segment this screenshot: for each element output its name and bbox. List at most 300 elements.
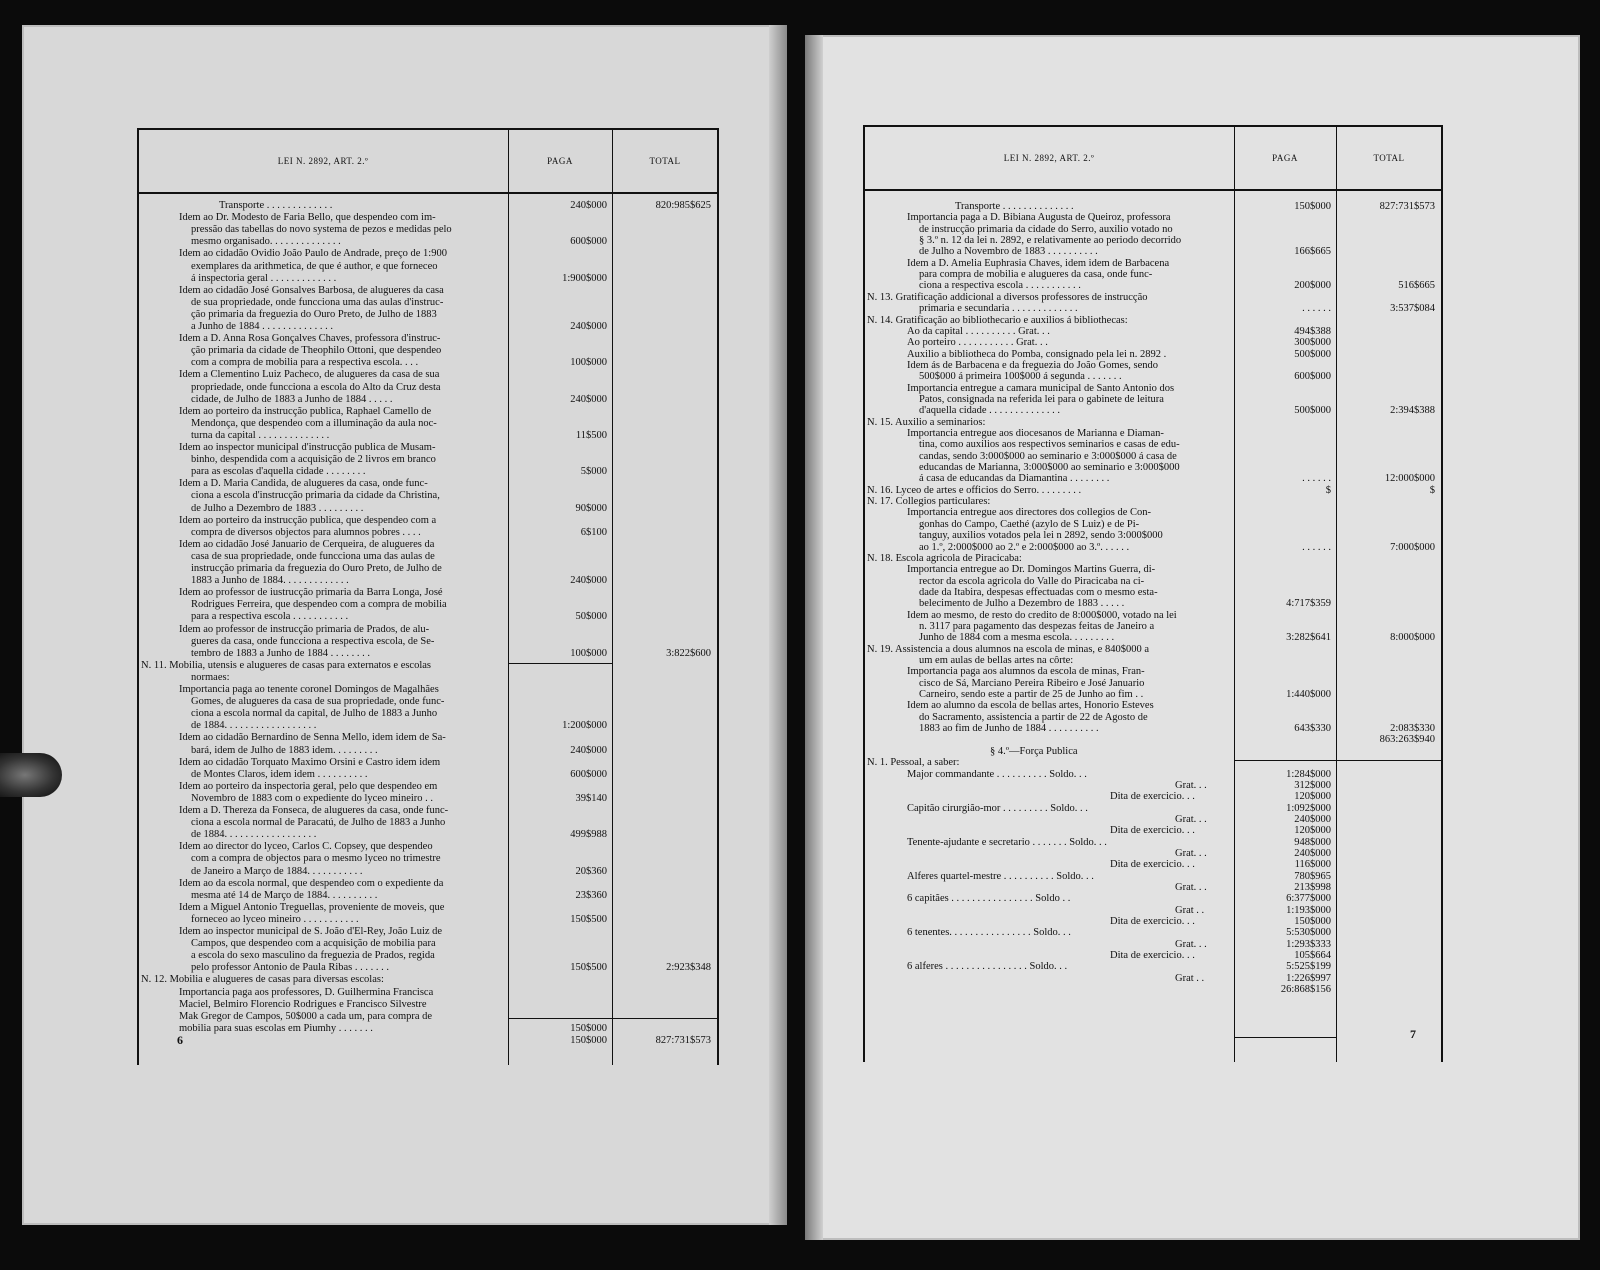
row-total-value: 2:083$330	[1390, 723, 1435, 735]
row-paga-value: 11$500	[575, 429, 607, 441]
ledger-row	[139, 950, 717, 962]
ledger-row	[865, 405, 1441, 416]
row-description: pressão das tabellas do novo systema de pezos e medidas pelo	[191, 224, 452, 236]
row-description: Dita de exercicio. . .	[1110, 791, 1195, 803]
row-description: N. 12. Mobilia e alugueres de casas para diversas escolas:	[141, 974, 384, 986]
row-description: Grat . .	[1175, 972, 1205, 984]
ledger-row	[139, 285, 717, 297]
row-description: Auxilio a bibliotheca do Pomba, consignado pela lei n. 2892 .	[907, 348, 1167, 360]
ledger-row	[865, 587, 1441, 598]
row-description: Maciel, Belmiro Florencio Rodrigues e Francisco Silvestre	[179, 998, 427, 1010]
ledger-row	[865, 871, 1441, 882]
row-description: do Sacramento, assistencia a partir de 22 de Agosto de	[919, 711, 1148, 723]
row-description: Dita de exercicio. . .	[1110, 825, 1195, 837]
row-paga-value: 1:193$000	[1286, 904, 1331, 916]
ledger-row	[139, 261, 717, 273]
row-description: tanguy, auxilios votados pela lei n 2892, sendo 3:000$000	[919, 530, 1163, 542]
row-description: Grat. . .	[1175, 779, 1207, 791]
row-description: pelo professor Antonio de Paula Ribas . . . . . . .	[191, 962, 390, 974]
ledger-row	[139, 636, 717, 648]
ledger-row	[865, 666, 1441, 677]
left-page	[22, 25, 787, 1225]
row-description: com a compra de mobilia para a respectiva escola. . . .	[191, 357, 419, 369]
row-description: Transporte . . . . . . . . . . . . . .	[955, 201, 1074, 212]
ledger-row	[865, 712, 1441, 723]
left-gutter	[769, 25, 787, 1225]
row-paga-value: . . . . . .	[1302, 303, 1331, 315]
row-description: N. 17. Collegios particulares:	[867, 496, 991, 508]
ledger-row	[865, 632, 1441, 643]
row-description: Grat. . .	[1175, 882, 1207, 893]
row-paga-value: 1:200$000	[562, 720, 607, 732]
ledger-row	[865, 428, 1441, 439]
row-description: Major commandante . . . . . . . . . . Soldo. . .	[907, 768, 1087, 780]
ledger-row	[139, 1035, 717, 1047]
row-description: para as escolas d'aquella cidade . . . . . . . .	[191, 466, 366, 478]
left-header-title: LEI N. 2892, ART. 2.º	[277, 156, 369, 166]
ledger-row	[139, 1023, 717, 1035]
row-description: um em aulas de bellas artes na côrte:	[919, 655, 1074, 666]
right-ledger-table	[863, 125, 1443, 1062]
row-description: Idem ao da escola normal, que despendeo com o expediente da	[179, 877, 444, 889]
row-total-value: 827:731$573	[1379, 201, 1435, 212]
ledger-row	[865, 485, 1441, 496]
row-description: Transporte . . . . . . . . . . . . .	[219, 200, 333, 211]
ledger-row	[865, 598, 1441, 609]
ledger-row	[865, 825, 1441, 836]
ledger-row	[139, 321, 717, 333]
row-paga-value: 1:293$333	[1286, 938, 1331, 950]
left-header-paga: PAGA	[547, 156, 573, 166]
row-total-value: 7:000$000	[1390, 541, 1435, 553]
ledger-row	[139, 805, 717, 817]
ledger-row	[139, 309, 717, 321]
ledger-row	[865, 371, 1441, 382]
row-paga-value: 1:226$997	[1286, 972, 1331, 984]
ledger-row	[865, 950, 1441, 961]
ledger-row	[865, 655, 1441, 666]
row-paga-value: . . . . . .	[1302, 473, 1331, 485]
ledger-row	[865, 746, 1441, 757]
row-description: Importancia entregue a camara municipal de Santo Antonio dos	[907, 382, 1175, 394]
row-paga-value: 499$988	[570, 829, 607, 841]
ledger-row	[865, 530, 1441, 541]
row-description: Importancia paga a D. Bibiana Augusta de Queiroz, professora	[907, 212, 1171, 224]
ledger-row	[139, 442, 717, 454]
row-description: dade da Itabira, despesas effectuadas com o mesmo esta-	[919, 586, 1158, 598]
row-description: ção primaria da freguezia do Ouro Preto, de Julho de 1883	[191, 308, 437, 320]
ledger-row	[139, 200, 717, 212]
row-description: Idem ao mesmo, de resto do credito de 8:000$000, votado na lei	[907, 609, 1177, 621]
row-description: 6 alferes . . . . . . . . . . . . . . . . Soldo. . .	[907, 961, 1068, 973]
row-paga-value: 90$000	[575, 502, 607, 514]
row-paga-value: 1:284$000	[1286, 768, 1331, 780]
ledger-row	[139, 369, 717, 381]
right-gutter	[805, 35, 823, 1240]
ledger-row	[139, 829, 717, 841]
row-description: á casa de educandas da Diamantina . . . . . . . .	[919, 473, 1110, 485]
row-description: para a respectiva escola . . . . . . . . . . .	[191, 611, 349, 623]
ledger-row	[139, 248, 717, 260]
ledger-row	[865, 553, 1441, 564]
ledger-row	[139, 999, 717, 1011]
right-table-header	[865, 127, 1441, 191]
ledger-row	[865, 439, 1441, 450]
ledger-row	[139, 236, 717, 248]
row-paga-value: 500$000	[1294, 405, 1331, 417]
row-description: Grat. . .	[1175, 938, 1207, 950]
row-description: primaria e secundaria . . . . . . . . . . . . .	[919, 303, 1078, 315]
row-description: ciona a escola normal de Paracatú, de Julho de 1883 a Junho	[191, 817, 446, 829]
ledger-row	[139, 1011, 717, 1023]
ledger-row	[139, 696, 717, 708]
row-description: Idem ao porteiro da inspectoria geral, pelo que despendeo em	[179, 780, 438, 792]
row-paga-value: 6$100	[580, 526, 607, 538]
ledger-row	[139, 890, 717, 902]
row-description: Idem ao director do lyceo, Carlos C. Copsey, que despendeo	[179, 841, 433, 853]
row-description: N. 14. Gratificação ao bibliothecario e auxilios á bibliothecas:	[867, 314, 1128, 326]
ledger-row	[139, 745, 717, 757]
ledger-row	[139, 962, 717, 974]
ledger-row	[865, 803, 1441, 814]
row-description: ção primaria da cidade de Theophilo Ottoni, que despendeo	[191, 345, 442, 357]
row-paga-value: 240$000	[570, 200, 607, 211]
row-paga-value: 166$665	[1294, 246, 1331, 258]
row-paga-value: 948$000	[1294, 836, 1331, 848]
right-header-title: LEI N. 2892, ART. 2.º	[1003, 153, 1095, 163]
ledger-row	[865, 973, 1441, 984]
row-paga-value: 150$500	[570, 913, 607, 925]
row-description: N. 15. Auxilio a seminarios:	[867, 416, 986, 428]
ledger-row	[865, 326, 1441, 337]
row-description: Idem a Miguel Antonio Treguellas, proveniente de moveis, que	[179, 901, 445, 913]
row-paga-value: 300$000	[1294, 337, 1331, 349]
ledger-row	[865, 224, 1441, 235]
ledger-row	[139, 769, 717, 781]
row-paga-value: 1:900$000	[562, 272, 607, 284]
ledger-row	[139, 974, 717, 986]
row-description: Ao porteiro . . . . . . . . . . . Grat. . .	[907, 337, 1048, 349]
row-description: de Julho a Dezembro de 1883 . . . . . . . . .	[191, 502, 364, 514]
ledger-row	[865, 780, 1441, 791]
right-page	[805, 35, 1580, 1240]
ledger-row	[865, 235, 1441, 246]
row-description: de Julho a Novembro de 1883 . . . . . . . . . .	[919, 246, 1098, 258]
ledger-row	[139, 732, 717, 744]
row-description: Grat . .	[1175, 904, 1205, 916]
ledger-row	[865, 984, 1441, 995]
row-paga-value: 600$000	[1294, 371, 1331, 383]
ledger-row	[139, 575, 717, 587]
row-description: rector da escola agricola do Valle do Piracicaba na ci-	[919, 575, 1145, 587]
row-description: forneceo ao lyceo mineiro . . . . . . . . . . .	[191, 913, 359, 925]
ledger-row	[865, 734, 1441, 745]
row-paga-value: 780$965	[1294, 870, 1331, 882]
ledger-row	[865, 201, 1441, 212]
right-page-number: 7	[1410, 1027, 1416, 1041]
row-description: Importancia paga aos alumnos da escola de minas, Fran-	[907, 666, 1145, 678]
row-total-value: 863:263$940	[1379, 734, 1435, 746]
row-description: cisco de Sá, Marciano Pereira Ribeiro e José Januario	[919, 677, 1145, 689]
ledger-row	[139, 684, 717, 696]
row-description: Grat. . .	[1175, 813, 1207, 825]
ledger-row	[139, 539, 717, 551]
row-paga-value: 213$998	[1294, 882, 1331, 893]
row-description: mobilia para suas escolas em Piumhy . . . . . . .	[179, 1022, 373, 1034]
row-paga-value: 6:377$000	[1286, 893, 1331, 905]
row-description: tembro de 1883 a Junho de 1884 . . . . . . . .	[191, 647, 371, 659]
row-description: de Janeiro a Março de 1884. . . . . . . . . . .	[191, 865, 363, 877]
ledger-row	[139, 878, 717, 890]
row-description: 6 tenentes. . . . . . . . . . . . . . . . Soldo. . .	[907, 927, 1071, 939]
ledger-row	[139, 587, 717, 599]
ledger-row	[865, 394, 1441, 405]
left-ledger-table	[137, 128, 719, 1065]
ledger-row	[139, 503, 717, 515]
ledger-row	[139, 866, 717, 878]
row-paga-value: 600$000	[570, 236, 607, 248]
ledger-row	[139, 478, 717, 490]
ledger-row	[865, 621, 1441, 632]
row-paga-value: 5:525$199	[1286, 961, 1331, 973]
row-description: para compra de mobilia e alugueres da casa, onde func-	[919, 269, 1153, 281]
row-description: N. 18. Escola agricola de Piracicaba:	[867, 552, 1022, 564]
left-table-header	[139, 130, 717, 194]
ledger-row	[865, 837, 1441, 848]
row-paga-value: 20$360	[575, 865, 607, 877]
row-description: Alferes quartel-mestre . . . . . . . . . . Soldo. . .	[907, 870, 1094, 882]
right-header-paga: PAGA	[1272, 153, 1298, 163]
ledger-row	[139, 708, 717, 720]
ledger-row	[865, 507, 1441, 518]
row-paga-value: 5:530$000	[1286, 927, 1331, 939]
ledger-row	[139, 902, 717, 914]
row-description: mesmo organisado. . . . . . . . . . . . . .	[191, 236, 341, 248]
row-description: compra de diversos objectos para alumnos pobres . . . .	[191, 526, 421, 538]
row-description: normaes:	[191, 671, 230, 683]
row-description: de 1884. . . . . . . . . . . . . . . . . .	[191, 720, 317, 732]
ledger-row	[865, 349, 1441, 360]
row-description: Idem ao alumno da escola de bellas artes, Honorio Esteves	[907, 700, 1154, 712]
row-description: bará, idem de Julho de 1883 idem. . . . . . . . .	[191, 744, 378, 756]
row-paga-value: 5$000	[580, 466, 607, 478]
ledger-row	[139, 757, 717, 769]
ledger-row	[139, 987, 717, 999]
row-description: N. 11. Mobilia, utensis e alugueres de casas para externatos e escolas	[141, 659, 432, 671]
ledger-row	[139, 382, 717, 394]
ledger-row	[139, 563, 717, 575]
ledger-row	[139, 224, 717, 236]
row-description: Idem ao cidadão Bernardino de Senna Mello, idem idem de Sa-	[179, 732, 446, 744]
ledger-row	[865, 212, 1441, 223]
row-description: casa de sua propriedade, onde funcciona uma das aulas de	[191, 550, 435, 562]
row-description: Importancia paga aos professores, D. Guilhermina Francisca	[179, 986, 434, 998]
row-description: 1883 a Junho de 1884. . . . . . . . . . . . .	[191, 575, 349, 587]
ledger-row	[865, 280, 1441, 291]
ledger-row	[139, 454, 717, 466]
row-paga-value: 120$000	[1294, 791, 1331, 803]
left-page-number: 6	[177, 1033, 183, 1047]
ledger-row	[139, 611, 717, 623]
row-description: Idem a Clementino Luiz Pacheco, de alugueres da casa de sua	[179, 369, 440, 381]
row-description: Importancia entregue aos directores dos collegios de Con-	[907, 507, 1152, 519]
row-description: Campos, que despendeo com a acquisição de mobilia para	[191, 938, 436, 950]
row-paga-value: 643$330	[1294, 723, 1331, 735]
row-description: Importancia entregue aos diocesanos de Marianna e Diaman-	[907, 428, 1164, 439]
row-paga-value: 600$000	[570, 768, 607, 780]
row-paga-value: 26:868$156	[1280, 984, 1331, 996]
ledger-row	[865, 723, 1441, 734]
row-total-value: 12:000$000	[1384, 473, 1435, 485]
row-description: á inspectoria geral . . . . . . . . . . . . .	[191, 272, 337, 284]
ledger-row	[865, 610, 1441, 621]
row-description: Idem ao Dr. Modesto de Faria Bello, que despendeo com im-	[179, 212, 436, 224]
row-description: Rodrigues Ferreira, que despendeo com a compra de mobilia	[191, 599, 447, 611]
ledger-row	[865, 292, 1441, 303]
ledger-row	[139, 418, 717, 430]
row-paga-value: 1:092$000	[1286, 802, 1331, 814]
row-paga-value: 120$000	[1294, 825, 1331, 837]
row-description: educandas de Marianna, 3:000$000 ao seminario e 3:000$000	[919, 462, 1180, 474]
row-description: N. 1. Pessoal, a saber:	[867, 757, 960, 769]
row-description: gueres da casa, onde funcciona a respectiva escola, de Se-	[191, 635, 435, 647]
ledger-row	[139, 624, 717, 636]
row-description: Idem ao porteiro da instrucção publica, que despendeo com a	[179, 514, 437, 526]
row-description: ciona a respectiva escola . . . . . . . . . . .	[919, 280, 1081, 292]
row-description: Idem a D. Maria Candida, de alugueres da casa, onde func-	[179, 478, 428, 490]
row-description: tina, como auxilios aos respectivos seminarios e casas de edu-	[919, 439, 1180, 451]
ledger-row	[865, 246, 1441, 257]
row-description: Idem ás de Barbacena e da freguezia do João Gomes, sendo	[907, 359, 1159, 371]
ledger-row	[865, 678, 1441, 689]
row-total-value: 516$665	[1398, 280, 1435, 292]
ledger-row	[865, 848, 1441, 859]
row-description: de instrucção primaria da cidade do Serro, auxilio votado no	[919, 223, 1173, 235]
row-paga-value: 494$388	[1294, 325, 1331, 337]
ledger-row	[865, 542, 1441, 553]
right-subtotal-rule-2	[1235, 1037, 1337, 1038]
row-paga-value: 150$500	[570, 962, 607, 974]
row-total-value: 8:000$000	[1390, 632, 1435, 644]
row-total-value: 2:923$348	[666, 962, 711, 974]
row-paga-value: 150$000	[570, 1022, 607, 1034]
row-description: § 3.º n. 12 da lei n. 2892, e relativamente ao periodo decorrido	[919, 235, 1182, 247]
ledger-row	[139, 938, 717, 950]
row-description: Importancia paga ao tenente coronel Domingos de Magalhães	[179, 684, 439, 695]
row-description: d'aquella cidade . . . . . . . . . . . . . .	[919, 405, 1060, 417]
row-description: Junho de 1884 com a mesma escola. . . . . . . . .	[919, 632, 1115, 644]
ledger-row	[865, 700, 1441, 711]
row-description: Mak Gregor de Campos, 50$000 a cada um, para compra de	[179, 1010, 433, 1022]
row-paga-value: 3:282$641	[1286, 632, 1331, 644]
row-description: gonhas do Campo, Caethé (azylo de S Luiz) e de Pi-	[919, 518, 1140, 530]
ledger-row	[865, 451, 1441, 462]
row-description: Idem a D. Thereza da Fonseca, de alugueres da casa, onde func-	[179, 805, 449, 816]
row-description: a Junho de 1884 . . . . . . . . . . . . . .	[191, 321, 334, 332]
ledger-row	[139, 273, 717, 285]
row-paga-value: 240$000	[570, 744, 607, 756]
row-paga-value: $	[1325, 484, 1331, 496]
row-total-value: 820:985$625	[655, 200, 711, 211]
ledger-row	[865, 757, 1441, 768]
ledger-row	[139, 817, 717, 829]
row-paga-value: 100$000	[570, 357, 607, 369]
ledger-row	[865, 859, 1441, 870]
row-total-value: 3:822$600	[666, 647, 711, 659]
row-description: Mendonça, que despendeo com a illuminação da aula noc-	[191, 417, 437, 429]
row-description: Importancia entregue ao Dr. Domingos Martins Guerra, di-	[907, 564, 1156, 576]
ledger-row	[139, 527, 717, 539]
ledger-row	[865, 961, 1441, 972]
row-paga-value: 100$000	[570, 647, 607, 659]
ledger-row	[139, 490, 717, 502]
row-paga-value: 240$000	[1294, 847, 1331, 859]
row-paga-value: . . . . . .	[1302, 541, 1331, 553]
row-description: 6 capitães . . . . . . . . . . . . . . . . Soldo . .	[907, 893, 1071, 905]
ledger-row	[865, 791, 1441, 802]
row-description: Dita de exercicio. . .	[1110, 859, 1195, 871]
row-description: N. 19. Assistencia a dous alumnos na escola de minas, e 840$000 a	[867, 643, 1149, 655]
ledger-row	[865, 519, 1441, 530]
ledger-row	[139, 345, 717, 357]
row-description: 500$000 á primeira 100$000 á segunda . . . . . . .	[919, 371, 1122, 383]
ledger-row	[865, 496, 1441, 507]
ledger-row	[865, 315, 1441, 326]
binder-clip-shadow	[0, 753, 62, 797]
row-description: Idem ao inspector municipal de S. João d'El-Rey, João Luiz de	[179, 926, 443, 937]
row-description: mesma até 14 de Março de 1884. . . . . . . . . .	[191, 889, 378, 901]
ledger-row	[865, 383, 1441, 394]
left-header-total: TOTAL	[649, 156, 681, 166]
ledger-row	[139, 793, 717, 805]
row-description: turna da capital . . . . . . . . . . . . . .	[191, 429, 330, 441]
row-description: 1883 ao fim de Junho de 1884 . . . . . . . . . .	[919, 723, 1099, 735]
row-description: de sua propriedade, onde funcciona uma das aulas d'instruc-	[191, 296, 444, 308]
ledger-row	[865, 337, 1441, 348]
row-description: Idem ao cidadão Ovidio João Paulo de Andrade, preço de 1:900	[179, 248, 447, 260]
row-description: N. 13. Gratificação addicional a diversos professores de instrucção	[867, 291, 1148, 303]
row-paga-value: 1:440$000	[1286, 689, 1331, 701]
ledger-row	[865, 576, 1441, 587]
row-description: com a compra de objectos para o mesmo lyceo no trimestre	[191, 853, 441, 865]
ledger-row	[865, 916, 1441, 927]
row-description: Idem ao cidadão Torquato Maximo Orsini e Castro idem idem	[179, 756, 441, 768]
row-total-value: 2:394$388	[1390, 405, 1435, 417]
row-paga-value: 150$000	[1294, 916, 1331, 928]
row-description: Idem ao porteiro da instrucção publica, Raphael Camello de	[179, 405, 432, 417]
ledger-row	[139, 720, 717, 732]
row-description: instrucção primaria da freguezia do Ouro Preto, de Julho de	[191, 563, 442, 574]
ledger-row	[865, 417, 1441, 428]
row-total-value: $	[1429, 484, 1435, 496]
ledger-row	[139, 406, 717, 418]
row-description: Idem ao professor de instrucção primaria de Prados, de alu-	[179, 623, 430, 635]
row-description: candas, sendo 3:000$000 ao seminario e 3:000$000 á casa de	[919, 450, 1177, 462]
row-paga-value: 500$000	[1294, 348, 1331, 360]
ledger-row	[865, 360, 1441, 371]
ledger-row	[139, 297, 717, 309]
row-paga-value: 23$360	[575, 889, 607, 901]
row-description: § 4.º—Força Publica	[990, 745, 1078, 757]
row-description: ciona a escola d'instrucção primaria da cidade da Christina,	[191, 490, 440, 502]
row-description: Grat. . .	[1175, 847, 1207, 859]
row-description: Idem a D. Amelia Euphrasia Chaves, idem idem de Barbacena	[907, 257, 1170, 269]
ledger-row	[865, 644, 1441, 655]
row-description: Idem a D. Anna Rosa Gonçalves Chaves, professora d'instruc-	[179, 333, 441, 345]
row-total-value: 3:537$084	[1390, 303, 1435, 315]
row-paga-value: 39$140	[575, 792, 607, 804]
row-description: Tenente-ajudante e secretario . . . . . . . Soldo. . .	[907, 836, 1107, 848]
